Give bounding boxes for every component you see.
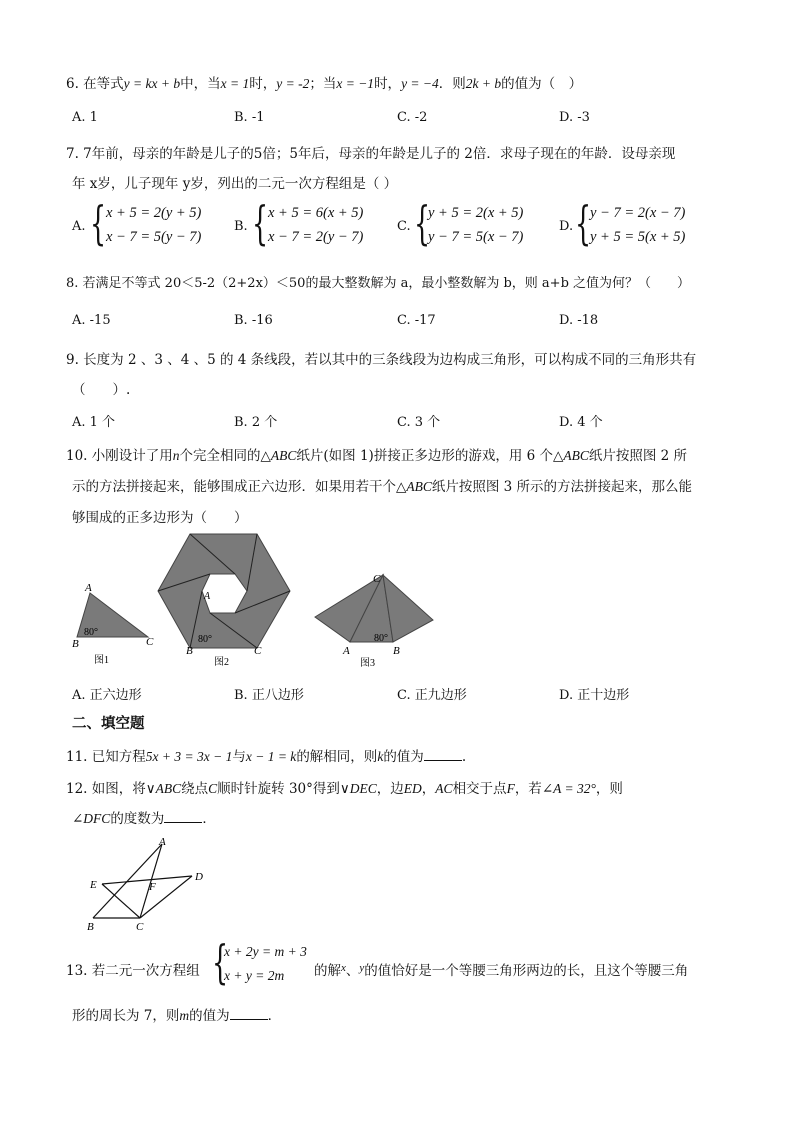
q12-text: ． [202,811,216,827]
q12-text: ，则 [595,781,623,797]
q7-c-eq2: y − 7 = 5(x − 7) [428,229,524,245]
q10-n: n [172,448,180,463]
q13-eq2: x + y = 2m [224,968,285,983]
q7-option-label: C. [397,219,411,234]
label-c: C [146,636,154,648]
q10-text: 个完全相同的 [179,448,261,464]
label-c: C [136,921,144,933]
q6-stem [66,72,582,92]
q12-text: ， [421,781,436,797]
q13-line2 [72,1004,281,1024]
q11-eq1: 5x + 3 = 3x − 1 [145,749,233,764]
q11-stem [66,745,466,765]
q12-line1 [66,777,623,797]
q6-val1: y = -2 [276,76,310,91]
q6-expr: 2k + b [465,76,502,91]
q11-text: . [461,749,467,765]
q8-option-a: A. -15 [72,313,111,328]
label-b: B [72,638,79,650]
q13-text: 、 [345,963,360,979]
q6-text: 中，当 [180,76,221,92]
q8-option-b: B. -16 [234,313,273,328]
brace-icon: { [414,196,431,250]
figure-3 [315,573,433,669]
label-f: F [149,881,156,893]
q12-angle: ∠DFC [72,811,111,826]
q12-text: 的度数为 [110,811,165,827]
angle-label: 80° [84,627,98,638]
q7-line2: 年 x岁，儿子现年 y岁，列出的二元一次方程组是（ ） [72,176,398,192]
label-a: A [159,836,166,848]
q10-option-c: C. 正九边形 [397,688,467,703]
answer-blank[interactable] [424,748,462,761]
q10-text: 纸片(如图 1)拼接正多边形的游戏，用 6 个 [296,448,553,464]
q6-cond2: x = −1 [336,76,375,91]
q12-point: C [208,781,218,796]
q10-line3: 够围成的正多边形为（ ） [72,510,248,526]
label-a: A [204,591,211,602]
label-c: C [254,645,262,657]
q13-text: 形的周长为 7，则 [72,1008,180,1024]
q6-option-c: C. -2 [397,110,428,125]
q8-stem: 8. 若满足不等式 20＜5-2（2+2x）＜50的最大整数解为 a，最小整数解为 b，则 a+b 之值为何？（ ） [66,276,691,291]
figure-caption: 图1 [94,655,109,666]
q7-b-eq2: x − 7 = 2(y − 7) [268,229,364,245]
q7-line1: 7. 7年前，母亲的年龄是儿子的5倍；5年后，母亲的年龄是儿子的 2倍．求母子现在的年龄．设母亲现 [66,146,676,162]
q9-line1: 9. 长度为 2 、3 、4 、5 的 4 条线段，若以其中的三条线段为边构成三角形，可以构成不同的三角形共有 [66,352,697,368]
q13-prefix: 13. 若二元一次方程组 [66,963,200,979]
q6-val2: y = −4 [401,76,439,91]
label-d: D [195,871,203,883]
angle-label: 80° [374,633,388,644]
q6-text: 的值为（ ） [501,76,583,92]
q12-tri: ∨DEC [339,781,377,796]
q12-tri: ∨ABC [145,781,182,796]
q12-text: 绕点 [181,781,209,797]
label-b: B [87,921,94,933]
q7-d-eq2: y + 5 = 5(x + 5) [590,229,686,245]
q9-option-c: C. 3 个 [397,415,441,430]
segment-ed [102,876,192,884]
q9-option-a: A. 1 个 [72,415,116,430]
label-c: C [373,573,381,585]
q10-text: 纸片按照图 2 所 [588,448,688,464]
q6-option-a: A. 1 [72,110,98,125]
q8-option-c: C. -17 [397,313,436,328]
q11-text: 的解相同，则 [296,749,378,765]
q10-tri: △ABC [260,448,297,463]
label-a: A [343,645,350,657]
q10-tri: △ABC [553,448,589,463]
label-b: B [186,645,193,657]
q13-m: m [179,1008,190,1023]
q10-option-b: B. 正八边形 [234,688,304,703]
q13-eq1: x + 2y = m + 3 [224,944,307,959]
q12-text: ，若 [514,781,542,797]
section-title: 二、填空题 [72,715,145,732]
segment-ec [102,884,140,918]
label-a: A [85,582,92,594]
brace-icon: { [575,196,592,250]
brace-icon: { [90,196,107,250]
q10-text: 纸片按照图 3 所示的方法拼接起来，那么能 [431,479,693,495]
q12-text: 顺时针旋转 30°得到 [217,781,340,797]
q12-angle: ∠A = 32° [541,781,596,796]
q6-text: ．则 [438,76,466,92]
q6-text: ；当 [309,76,337,92]
q11-k: k [377,749,384,764]
q13-text: 的值恰好是一个等腰三角形两边的长，且这个等腰三角 [364,963,689,979]
q13-rest [314,959,688,979]
q7-a-eq1: x + 5 = 2(y + 5) [106,205,202,221]
q12-point: F [506,781,515,796]
q10-text: 10. 小刚设计了用 [66,448,173,464]
q12-figure [80,836,220,936]
q7-b-eq1: x + 5 = 6(x + 5) [268,205,364,221]
q13-text: 的解 [314,963,341,979]
q10-figures [60,525,460,675]
brace-icon: { [212,935,229,989]
q6-eq: y = kx + b [123,76,181,91]
answer-blank[interactable] [164,810,202,823]
answer-blank[interactable] [230,1007,268,1020]
q11-text: 与 [232,749,246,765]
q10-line2 [72,475,692,495]
q10-line1 [66,444,687,464]
figure-caption: 图2 [214,657,229,668]
q11-eq2: x − 1 = k [245,749,297,764]
q10-tri: △ABC [396,479,432,494]
q7-d-eq1: y − 7 = 2(x − 7) [590,205,686,221]
q7-option-label: A. [72,219,86,234]
q7-a-eq2: x − 7 = 5(y − 7) [106,229,202,245]
q7-option-label: B. [234,219,248,234]
q12-text: 相交于点 [452,781,507,797]
q9-option-d: D. 4 个 [559,415,603,430]
q9-option-b: B. 2 个 [234,415,278,430]
q12-text: ，边 [376,781,404,797]
segment-dc [140,876,192,918]
q6-text: 时， [249,76,277,92]
q10-option-d: D. 正十边形 [559,688,630,703]
q6-option-d: D. -3 [559,110,590,125]
brace-icon: { [252,196,269,250]
q6-cond1: x = 1 [220,76,250,91]
figure-2 [158,534,290,668]
q10-option-a: A. 正六边形 [72,688,142,703]
q13-y: y [359,962,365,974]
q12-seg: AC [435,781,453,796]
q6-text: 6. 在等式 [66,76,124,92]
figure-1 [72,582,154,666]
angle-label: 80° [198,634,212,645]
q6-option-b: B. -1 [234,110,265,125]
label-e: E [90,879,97,891]
q7-option-label: D. [559,219,574,234]
q12-seg: ED [403,781,422,796]
q13-x: x [341,962,346,974]
figure-caption: 图3 [360,658,375,669]
q13-text: ． [267,1008,282,1024]
label-b: B [393,645,400,657]
q7-c-eq1: y + 5 = 2(x + 5) [428,205,524,221]
q13-text: 的值为 [189,1008,230,1024]
q6-text: 时， [374,76,402,92]
q11-text: 11. 已知方程 [66,749,146,765]
q9-line2: （ ）. [72,382,131,398]
q8-option-d: D. -18 [559,313,599,328]
q12-line2 [72,807,216,827]
q10-text: 示的方法拼接起来，能够围成正六边形．如果用若干个 [72,479,396,495]
q12-text: 12. 如图，将 [66,781,146,797]
q11-text: 的值为 [383,749,424,765]
